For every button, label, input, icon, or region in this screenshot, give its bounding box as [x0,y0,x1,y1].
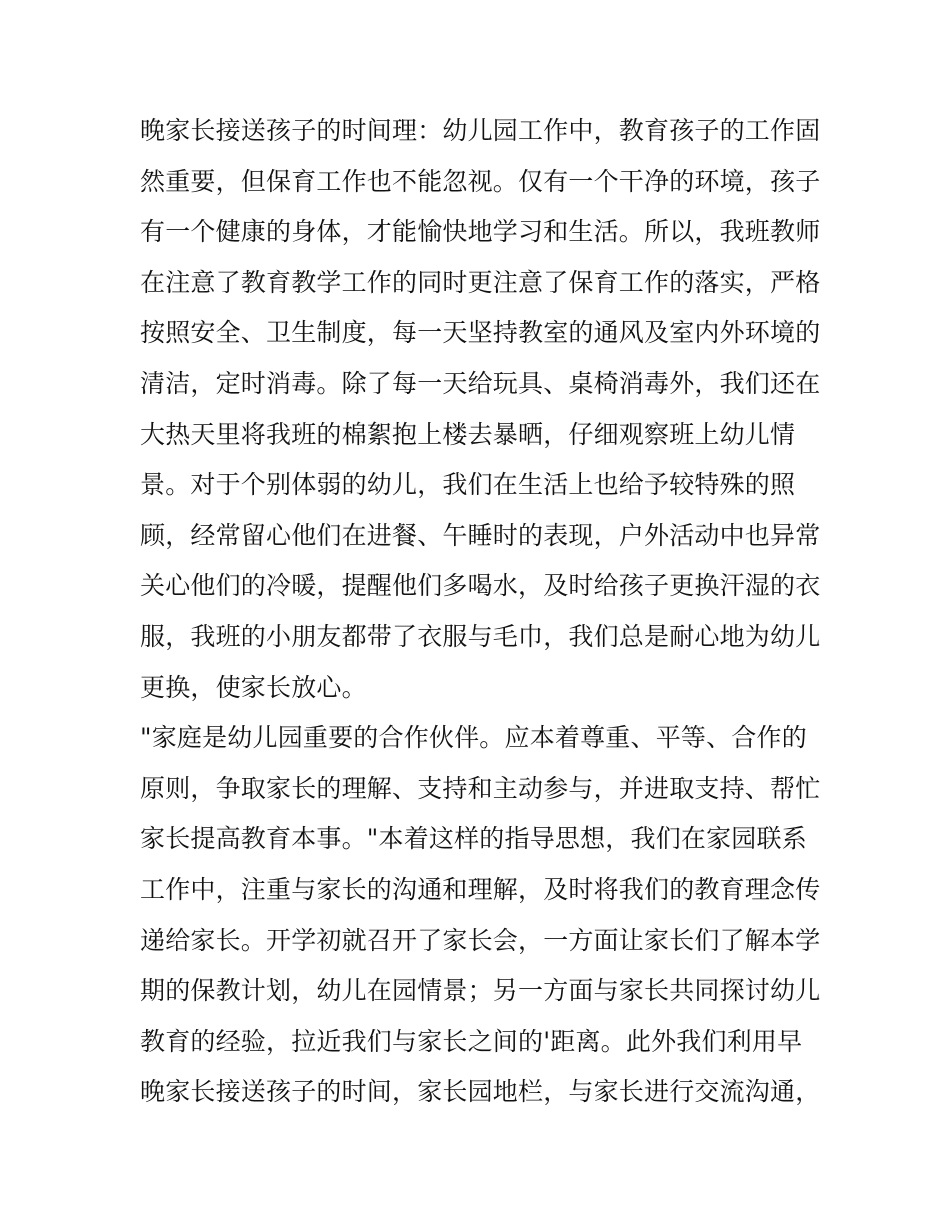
body-text [140,106,830,1118]
text-line: 有一个健康的身体，才能愉快地学习和生活。所以，我班教师 [140,217,821,247]
text-line: 在注意了教育教学工作的同时更注意了保育工作的落实，严格 [140,267,821,297]
text-line: 大热天里将我班的棉絮抱上楼去暴晒，仔细观察班上幼儿情 [140,419,796,449]
text-line: 晚家长接送孩子的时间理：幼儿园工作中，教育孩子的工作固 [140,116,821,145]
text-line: 景。对于个别体弱的幼儿，我们在生活上也给予较特殊的照 [140,470,796,500]
text-line: 按照安全、卫生制度，每一天坚持教室的通风及室内外环境的 [140,318,821,348]
text-line: 家长提高教育本事。"本着这样的指导思想，我们在家园联系 [140,824,807,854]
text-line: "家庭是幼儿园重要的合作伙伴。应本着尊重、平等、合作的 [140,723,807,753]
text-line: 晚家长接送孩子的时间，家长园地栏，与家长进行交流沟通， [140,1077,821,1107]
text-line: 顾，经常留心他们在进餐、午睡时的表现，户外活动中也异常 [140,520,821,550]
text-line: 递给家长。开学初就召开了家长会，一方面让家长们了解本学 [140,925,821,955]
text-line: 服，我班的小朋友都带了衣服与毛巾，我们总是耐心地为幼儿 [140,621,821,651]
text-line: 更换，使家长放心。 [140,672,367,702]
text-line: 教育的经验，拉近我们与家长之间的'距离。此外我们利用早 [140,1026,803,1056]
text-line: 然重要，但保育工作也不能忽视。仅有一个干净的环境，孩子 [140,166,821,196]
text-line: 工作中，注重与家长的沟通和理解，及时将我们的教育理念传 [140,874,821,904]
text-line: 原则，争取家长的理解、支持和主动参与，并进取支持、帮忙 [140,773,821,803]
text-line: 关心他们的冷暖，提醒他们多喝水，及时给孩子更换汗湿的衣 [140,571,821,601]
text-line: 期的保教计划，幼儿在园情景；另一方面与家长共同探讨幼儿 [140,976,821,1006]
text-line: 清洁，定时消毒。除了每一天给玩具、桌椅消毒外，我们还在 [140,368,821,398]
